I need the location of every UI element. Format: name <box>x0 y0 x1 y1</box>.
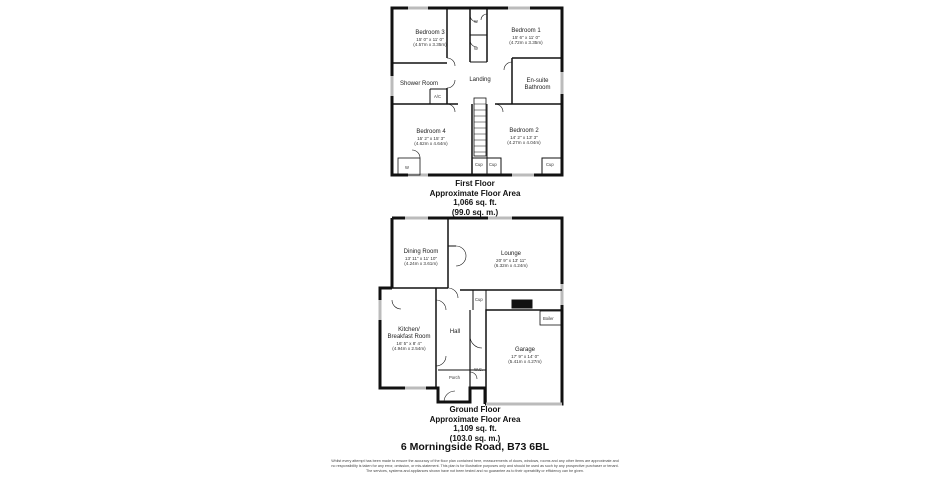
room-dims-metric: (4.94m x 2.54m) <box>392 346 426 352</box>
property-address: 6 Morningside Road, B73 6BL <box>400 441 550 453</box>
room-dims: 15' 2" x 15' 3" <box>417 135 445 141</box>
room-dims-metric: (6.32m x 4.24m) <box>494 263 528 269</box>
room-label-bedroom-2 <box>490 128 558 145</box>
room-name: Garage <box>514 347 535 353</box>
room-label-dining-room <box>394 249 448 266</box>
cupboard-label: Cup <box>489 162 497 167</box>
room-dims-metric: (5.41m x 4.27m) <box>508 359 542 365</box>
disclaimer-line: Whilst every attempt has been made to ensure the accuracy of the floor plan contained here, measurements of doors, windows, rooms and any other items are approximate and <box>331 459 619 463</box>
room-name-line2: Breakfast Room <box>387 333 431 340</box>
boiler-label: Boiler <box>543 316 554 321</box>
porch-label: Porch <box>449 375 460 380</box>
room-dims: 16' 5" x 8' 4" <box>396 340 422 346</box>
room-name: En-suite <box>526 78 549 84</box>
floor-area-sqm: (99.0 sq. m.) <box>451 207 499 217</box>
floor-area-label: Approximate Floor Area <box>429 188 521 198</box>
cupboard-label: Cup <box>546 162 554 167</box>
room-dims-metric: (4.57m x 3.35m) <box>413 42 447 48</box>
floor-area-sqft: 1,109 sq. ft. <box>453 424 497 434</box>
floor-title: First Floor <box>455 179 495 188</box>
room-name: Landing <box>469 77 491 83</box>
room-name: Bedroom 3 <box>415 30 445 36</box>
room-name: Bedroom 4 <box>416 129 446 135</box>
room-label-bedroom-4 <box>396 129 466 146</box>
room-label-bedroom-1 <box>492 28 560 45</box>
room-name: Bedroom 2 <box>509 128 539 134</box>
ac-label: A/C <box>434 94 441 99</box>
first-floor-caption <box>375 179 575 217</box>
ground-floor-plan <box>380 218 562 404</box>
room-dims: 15' 6" x 11' 0" <box>512 34 540 40</box>
disclaimer <box>316 459 634 473</box>
room-dims: 15' 0" x 11' 0" <box>416 36 444 42</box>
room-label-kitchen <box>382 327 436 351</box>
wc-label: W.C. <box>474 367 484 372</box>
room-dims-metric: (4.24m x 3.61m) <box>404 261 438 267</box>
cupboard-label: Cup <box>475 297 483 302</box>
room-dims: 17' 9" x 14' 0" <box>511 353 539 359</box>
room-name: Bedroom 1 <box>511 28 541 34</box>
room-name-line2: Bathroom <box>524 84 551 91</box>
wardrobe-label: W <box>474 19 478 24</box>
room-name: Hall <box>449 329 461 335</box>
wardrobe-label: W <box>405 165 409 170</box>
wardrobe-label: W <box>474 46 478 51</box>
room-dims: 14' 2" x 13' 3" <box>510 134 538 140</box>
room-name: Shower Room <box>399 81 438 87</box>
room-dims-metric: (4.72m x 3.35m) <box>509 40 543 46</box>
room-dims: 13' 11" x 11' 10" <box>404 255 438 261</box>
room-dims-metric: (4.27m x 4.04m) <box>507 140 541 146</box>
room-label-garage <box>494 347 556 364</box>
floor-area-label: Approximate Floor Area <box>429 414 521 424</box>
ground-floor-caption <box>375 405 575 443</box>
disclaimer-line: The services, systems and appliances shown have not been tested and no guarantee as to their operability or efficiency can be given. <box>365 468 585 473</box>
room-dims-metric: (4.62m x 4.64m) <box>414 141 448 147</box>
room-label-bedroom-3 <box>395 30 465 47</box>
room-label-shower-room <box>394 81 444 88</box>
room-label-landing <box>465 77 495 84</box>
cupboard-label: Cup <box>475 162 483 167</box>
room-label-lounge <box>480 251 542 268</box>
room-name: Lounge <box>500 251 522 257</box>
floor-title: Ground Floor <box>449 405 501 414</box>
floor-area-sqft: 1,066 sq. ft. <box>453 198 497 208</box>
room-label-en-suite <box>515 78 560 92</box>
room-name: Dining Room <box>403 249 439 255</box>
disclaimer-line: no responsibility is taken for any error, omission, or mis-statement. This plan is for illustrative purposes only and should be used as such by any prospective purchaser or tenant. <box>331 463 619 468</box>
room-name: Kitchen/ <box>398 327 420 333</box>
room-dims: 20' 9" x 13' 11" <box>496 257 526 263</box>
room-label-hall <box>445 329 465 336</box>
floor-area-sqm: (103.0 sq. m.) <box>449 433 501 443</box>
